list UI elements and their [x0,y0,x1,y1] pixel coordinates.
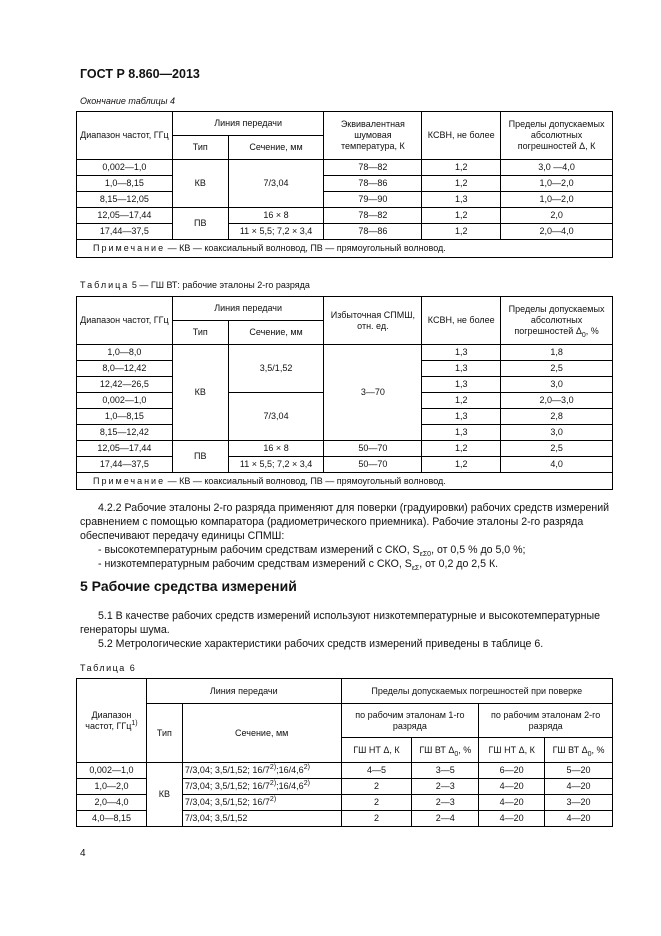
table6-h-section: Сечение, мм [182,704,341,763]
table4-h-range: Диапазон частот, ГГц [77,112,173,160]
page-header: ГОСТ Р 8.860—2013 [80,67,200,81]
table-cell: 79—90 [324,192,422,208]
paragraph-5-1: 5.1 В качестве рабочих средств измерений используют низкотемпературные и высокотемпературные генераторы шума. [80,610,601,636]
bullet-text: - высокотемпературным рабочим средствам измерений с СКО, S [98,544,420,556]
table-cell: 12,42—26,5 [77,377,173,393]
table-cell: 4—20 [545,779,613,795]
table-cell: 78—86 [324,176,422,192]
table-cell: 1,3 [422,361,501,377]
table-cell: 4—20 [479,795,545,811]
table-cell: 50—70 [324,457,422,473]
table-cell: 1,2 [422,457,501,473]
table-cell: 0,002—1,0 [77,393,173,409]
table-cell: 8,15—12,42 [77,425,173,441]
table-cell: 1,0—8,15 [77,176,173,192]
table-cell: 17,44—37,5 [77,457,173,473]
table6-h-col2: ГШ ВТ $\Delta_0$, % [412,738,479,763]
table-cell: 2 [341,811,412,827]
table-cell: ПВ [172,441,228,473]
table-cell: 1,0—2,0 [77,779,147,795]
table6-h-range: Диапазон частот, ГГц$^{1)}$ [77,679,147,763]
table-cell: 4—20 [479,811,545,827]
table-cell: 1,3 [422,192,501,208]
table-cell: 0,002—1,0 [77,160,173,176]
table-cell: 7/3,04 [228,393,324,441]
table-cell: 4—20 [545,811,613,827]
table4-h-section: Сечение, мм [228,136,324,160]
table-cell: ПВ [172,208,228,240]
paragraph-5-2: 5.2 Метрологические характеристики рабочих средств измерений приведены в таблице 6. [98,638,544,650]
table4-h-param: Эквивалентная шумовая температура, К [324,112,422,160]
table-cell: КВ [146,763,182,827]
table6-h-col3: ГШ НТ Δ, К [479,738,545,763]
table-cell: 4—5 [341,763,412,779]
paragraph-4-2-2: 4.2.2 Рабочие эталоны 2-го разряда применяют для поверки (градуировки) рабочих средств измерений сравнением с помощью компаратора (радиометрического приемника). Рабочие эталоны 2-го разряда обеспечивают передачу единицы СПМШ: [80,502,610,542]
table-cell: 7/3,04; 3,5/1,52 [182,811,341,827]
bullet-text: , от 0,2 до 2,5 К. [419,558,499,570]
table-cell: 4,0—8,15 [77,811,147,827]
table6-h-col4: ГШ ВТ $\Delta_0$, % [545,738,613,763]
table-cell: 1,3 [422,377,501,393]
table-cell: 6—20 [479,763,545,779]
table5-h-limits: Пределы допускаемых абсолютных погрешностей $\Delta_0$, % [501,297,613,345]
table-cell: 1,2 [422,393,501,409]
table-cell: 2,8 [501,409,613,425]
table-cell: 2,5 [501,361,613,377]
table-6 [76,678,613,827]
section-title: 5 Рабочие средства измерений [80,578,297,594]
table-cell: 11 × 5,5; 7,2 × 3,4 [228,457,324,473]
page-number: 4 [80,848,86,859]
table-cell: 8,15—12,05 [77,192,173,208]
table5-caption [80,280,310,290]
table-cell: 3,0 —4,0 [501,160,613,176]
table-cell: 2—3 [412,779,479,795]
table-cell: 1,2 [422,160,501,176]
table-cell: 2 [341,779,412,795]
table-cell: 4,0 [501,457,613,473]
table-cell: 3—70 [324,345,422,441]
table-cell: 2,0 [501,208,613,224]
table-cell: 16 × 8 [228,208,324,224]
table-cell: 2—4 [412,811,479,827]
table-cell: 11 × 5,5; 7,2 × 3,4 [228,224,324,240]
table-cell: 7/3,04; 3,5/1,52; 16/7$^{2)}$;16/4,6$^{2)}$ [182,763,341,779]
table-cell: 2,5 [501,441,613,457]
table-cell: 1,8 [501,345,613,361]
table5-h-param: Избыточная СПМШ, отн. ед. [324,297,422,345]
table4-caption: Окончание таблицы 4 [80,96,175,106]
table-5 [76,296,613,490]
table5-h-range: Диапазон частот, ГГц [77,297,173,345]
table-cell: 0,002—1,0 [77,763,147,779]
table-cell: 1,2 [422,441,501,457]
table4-h-vswr: КСВН, не более [422,112,501,160]
table5-h-section: Сечение, мм [228,321,324,345]
table-cell: 1,3 [422,409,501,425]
table-cell: 3,0 [501,425,613,441]
table6-h-group2: по рабочим эталонам 2-го разряда [479,704,613,738]
note-label: Примечание [93,475,166,486]
note-label: Примечание [93,243,166,253]
table4-h-type: Тип [172,136,228,160]
table-cell: 2,0—4,0 [501,224,613,240]
table-cell: 8,0—12,42 [77,361,173,377]
bullet-low-temp: - низкотемпературным рабочим средствам измерений с СКО, $S_{\varepsilon\Sigma}$, от 0,2 до 2,5 К. [98,558,499,573]
bullet-high-temp: - высокотемпературным рабочим средствам измерений с СКО, $S_{\varepsilon\Sigma 0}$, от 0,5 % до 5,0 %; [98,544,526,559]
table6-h-type: Тип [146,704,182,763]
table-cell: КВ [172,345,228,441]
table5-h-line: Линия передачи [172,297,324,321]
table6-h-group1: по рабочим эталонам 1-го разряда [341,704,479,738]
table5-h-type: Тип [172,321,228,345]
table-cell: 2 [341,795,412,811]
table-cell: 12,05—17,44 [77,208,173,224]
table-cell: 1,0—2,0 [501,192,613,208]
table-cell: 1,0—8,0 [77,345,173,361]
table-cell: КВ [172,160,228,208]
note-text: — КВ — коаксиальный волновод, ПВ — прямоугольный волновод. [165,475,446,486]
table-cell: 7/3,04; 3,5/1,52; 16/7$^{2)}$ [182,795,341,811]
table-cell: 1,0—2,0 [501,176,613,192]
table4-h-limits: Пределы допускаемых абсолютных погрешностей Δ, К [501,112,613,160]
table-4 [76,111,613,258]
table4-h-line: Линия передачи [172,112,324,136]
table5-h-vswr: КСВН, не более [422,297,501,345]
table6-caption: Таблица 6 [80,663,137,673]
table-cell: 1,2 [422,176,501,192]
table-cell: 5—20 [545,763,613,779]
table-cell: 3,5/1,52 [228,345,324,393]
table-cell: 16 × 8 [228,441,324,457]
table-cell: 3,0 [501,377,613,393]
table5-note [77,473,613,490]
table-cell: 4—20 [479,779,545,795]
bullet-text: , от 0,5 % до 5,0 %; [431,544,526,556]
table5-caption-text: 5 — ГШ ВТ: рабочие эталоны 2-го разряда [131,280,310,290]
table-cell: 1,0—8,15 [77,409,173,425]
table-cell: 1,2 [422,224,501,240]
table-cell: 2,0—3,0 [501,393,613,409]
table-cell: 78—82 [324,160,422,176]
table-cell: 2,0—4,0 [77,795,147,811]
table-cell: 7/3,04; 3,5/1,52; 16/7$^{2)}$;16/4,6$^{2)}$ [182,779,341,795]
table-cell: 50—70 [324,441,422,457]
table-cell: 3—5 [412,763,479,779]
bullet-text: - низкотемпературным рабочим средствам измерений с СКО, S [98,558,412,570]
table6-h-line: Линия передачи [146,679,341,704]
table6-h-col1: ГШ НТ Δ, К [341,738,412,763]
table-cell: 17,44—37,5 [77,224,173,240]
table-cell: 12,05—17,44 [77,441,173,457]
table5-caption-label: Таблица [80,280,130,290]
table-cell: 1,3 [422,345,501,361]
table-cell: 78—86 [324,224,422,240]
table6-h-limits: Пределы допускаемых погрешностей при поверке [341,679,612,704]
table-cell: 3—20 [545,795,613,811]
table-cell: 78—82 [324,208,422,224]
table-cell: 2—3 [412,795,479,811]
table-cell: 1,2 [422,208,501,224]
table-cell: 1,3 [422,425,501,441]
note-text: — КВ — коаксиальный волновод, ПВ — прямоугольный волновод. [165,243,446,253]
table-cell: 7/3,04 [228,160,324,208]
table4-note [77,240,613,258]
